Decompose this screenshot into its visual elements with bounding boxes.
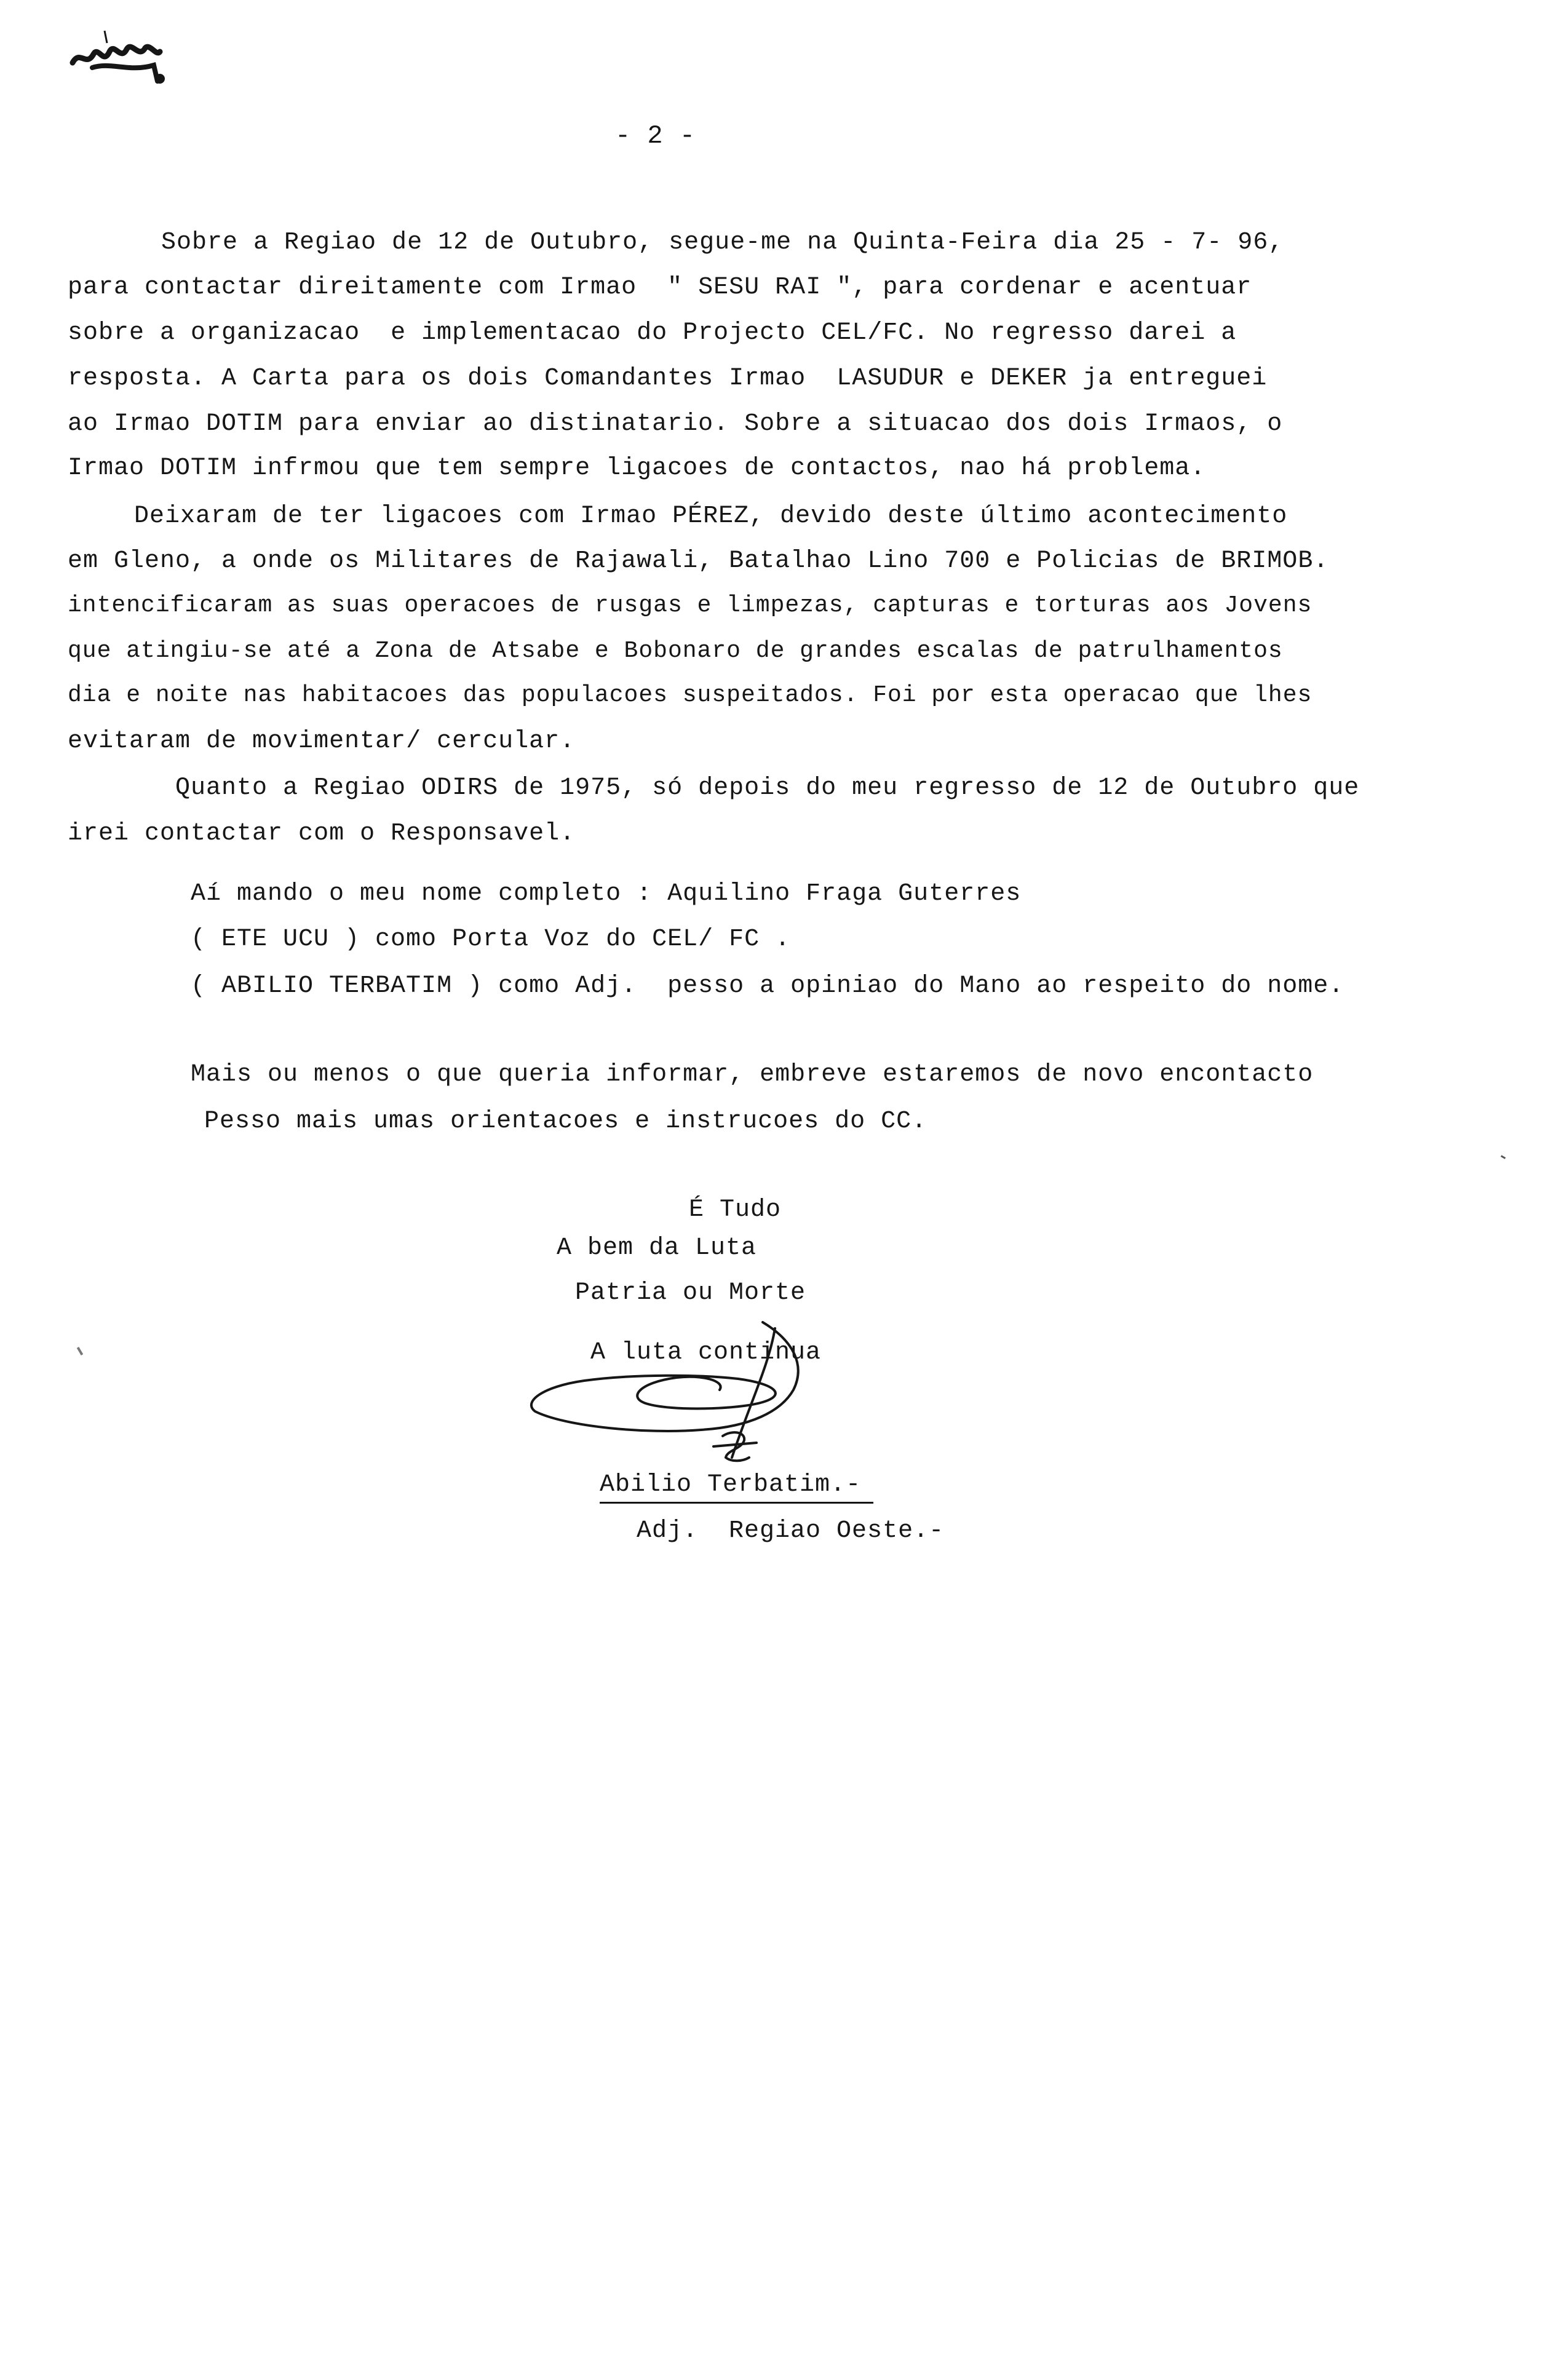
paragraph2-line-1: Deixaram de ter ligacoes com Irmao PÉREZ, devido deste último acontecimento — [134, 502, 1288, 530]
closing-luta-continua: A luta continua — [590, 1339, 822, 1367]
paragraph2-line-6: evitaram de movimentar/ cercular. — [68, 728, 576, 755]
paragraph1-line-1: Sobre a Regiao de 12 de Outubro, segue-me na Quinta-Feira dia 25 - 7- 96, — [161, 229, 1284, 256]
scan-speck — [77, 1347, 83, 1355]
names-line-2: ( ETE UCU ) como Porta Voz do CEL/ FC . — [191, 926, 791, 953]
page-number: - 2 - — [615, 121, 696, 151]
paragraph2-line-5: dia e noite nas habitacoes das populacoes suspeitados. Foi por esta operacao que lhes — [68, 682, 1313, 708]
paragraph1-line-6: Irmao DOTIM infrmou que tem sempre ligacoes de contactos, nao há problema. — [68, 454, 1206, 482]
signatory-name: Abilio Terbatim.- — [600, 1471, 862, 1499]
handwritten-signature — [517, 1304, 935, 1488]
paragraph3-line-1: Quanto a Regiao ODIRS de 1975, só depois do meu regresso de 12 de Outubro que — [175, 774, 1360, 802]
paragraph1-line-3: sobre a organizacao e implementacao do Projecto CEL/FC. No regresso darei a — [68, 319, 1237, 347]
names-line-1: Aí mando o meu nome completo : Aquilino Fraga Guterres — [191, 880, 1022, 908]
signatory-underline — [600, 1502, 873, 1504]
closing-line-2: Pesso mais umas orientacoes e instrucoes do CC. — [204, 1108, 927, 1135]
paragraph2-line-4: que atingiu-se até a Zona de Atsabe e Bobonaro de grandes escalas de patrulhamentos — [68, 638, 1283, 664]
names-line-3: ( ABILIO TERBATIM ) como Adj. pesso a opiniao do Mano ao respeito do nome. — [191, 972, 1344, 1000]
scan-speck — [1501, 1155, 1506, 1159]
closing-bem-da-luta: A bem da Luta — [557, 1234, 757, 1262]
signatory-title: Adj. Regiao Oeste.- — [637, 1517, 945, 1545]
paragraph1-line-4: resposta. A Carta para os dois Comandantes Irmao LASUDUR e DEKER ja entreguei — [68, 365, 1268, 392]
paragraph3-line-2: irei contactar com o Responsavel. — [68, 820, 576, 847]
closing-line-1: Mais ou menos o que queria informar, embreve estaremos de novo encontacto — [191, 1061, 1314, 1089]
closing-patria-ou-morte: Patria ou Morte — [575, 1279, 806, 1307]
paragraph2-line-2: em Gleno, a onde os Militares de Rajawali, Batalhao Lino 700 e Policias de BRIMOB. — [68, 547, 1329, 575]
paragraph1-line-2: para contactar direitamente com Irmao " SESU RAI ", para cordenar e acentuar — [68, 274, 1252, 301]
closing-e-tudo: É Tudo — [689, 1196, 782, 1224]
paragraph2-line-3: intencificaram as suas operacoes de rusgas e limpezas, capturas e torturas aos Jovens — [68, 592, 1313, 619]
handwritten-corner-mark — [68, 25, 172, 92]
paragraph1-line-5: ao Irmao DOTIM para enviar ao distinatario. Sobre a situacao dos dois Irmaos, o — [68, 410, 1283, 438]
